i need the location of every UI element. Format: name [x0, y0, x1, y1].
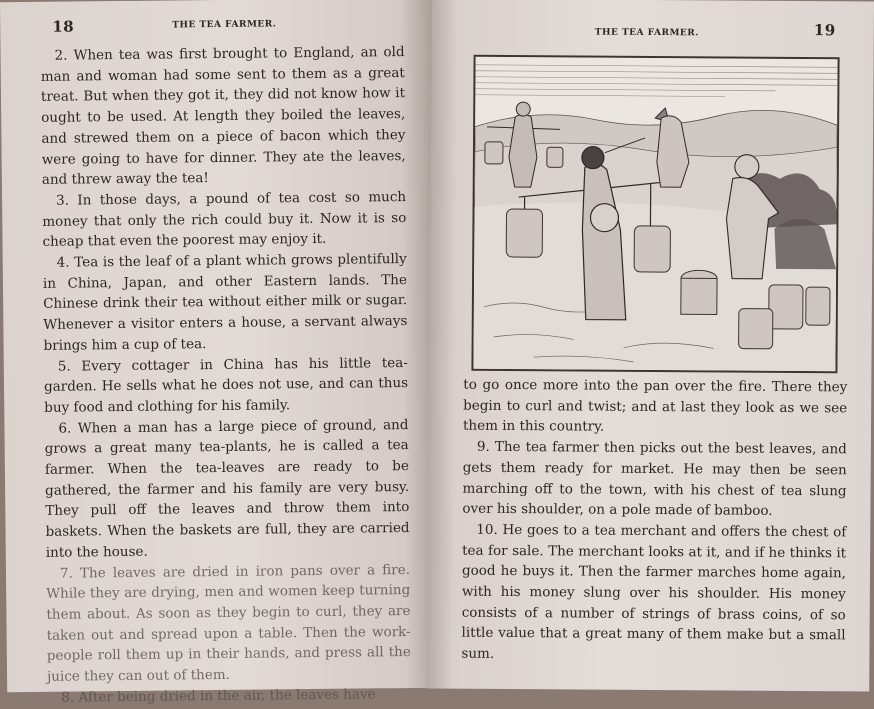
left-page-number: 18: [52, 17, 74, 35]
paragraph-3: 3. In those days, a pound of tea cost so much money that only the rich could buy it. Now it is so cheap that even the poorest may enjoy it.: [42, 187, 407, 253]
paragraph-8-end: to go once more into the pan over the fire. There they begin to curl and twist; and at last they look as we see them in this country.: [463, 375, 847, 440]
paragraph-9: 9. The tea farmer then picks out the best leaves, and gets them ready for market. He may then be seen marching off to the town, with his chest of tea slung over his shoulder, on a pole made of bamboo.: [462, 437, 847, 522]
right-page-number: 19: [814, 21, 836, 39]
paragraph-6: 6. When a man has a large piece of ground, and grows a great many tea-plants, he is called a tea farmer. When the tea-leaves are ready to be gathered, the farmer and his family are very busy. They pull off the leaves and throw them into baskets. When the baskets are full, they are carried into the house.: [44, 415, 409, 564]
paragraph-10: 10. He goes to a tea merchant and offers the chest of tea for sale. The merchant looks at it, and if he thinks it good he buys it. Then the farmer marches home again, with his money slung over his shoulder. His money consists of a number of strings of brass coins, of so little value that a great many of them make but a small sum.: [461, 520, 846, 668]
left-body-text: [40, 42, 411, 708]
engraving-image: [473, 57, 837, 372]
right-page: [427, 0, 874, 692]
left-running-head: THE TEA FARMER.: [172, 19, 276, 30]
left-page: [0, 0, 441, 692]
paragraph-2: 2. When tea was first brought to England, an old man and woman had some sent to them as a great treat. But when they got it, they did not know how it ought to be used. At length they boiled the leaves, and strewed them on a piece of bacon which they were going to have for dinner. They ate the leaves, and threw away the tea!: [40, 42, 405, 191]
right-body-text: [461, 375, 847, 668]
paragraph-4: 4. Tea is the leaf of a plant which grows plentifully in China, Japan, and other Eastern lands. The Chinese drink their tea without either milk or sugar. Whenever a visitor enters a house, a servant always brings him a cup of tea.: [43, 249, 408, 356]
paragraph-5: 5. Every cottager in China has his little tea-garden. He sells what he does not use, and can thus buy food and clothing for his family.: [44, 353, 409, 419]
paragraph-7: 7. The leaves are dried in iron pans over a fire. While they are drying, men and women keep turning them about. As soon as they begin to curl, they are taken out and spread upon a table. Then the work-people roll them up in their hands, and press all the juice they can out of them.: [46, 560, 411, 688]
tea-farmers-illustration: [471, 55, 839, 374]
right-running-head: THE TEA FARMER.: [595, 28, 699, 39]
paragraph-8-start: 8. After being dried in the air, the leaves have: [47, 684, 411, 709]
